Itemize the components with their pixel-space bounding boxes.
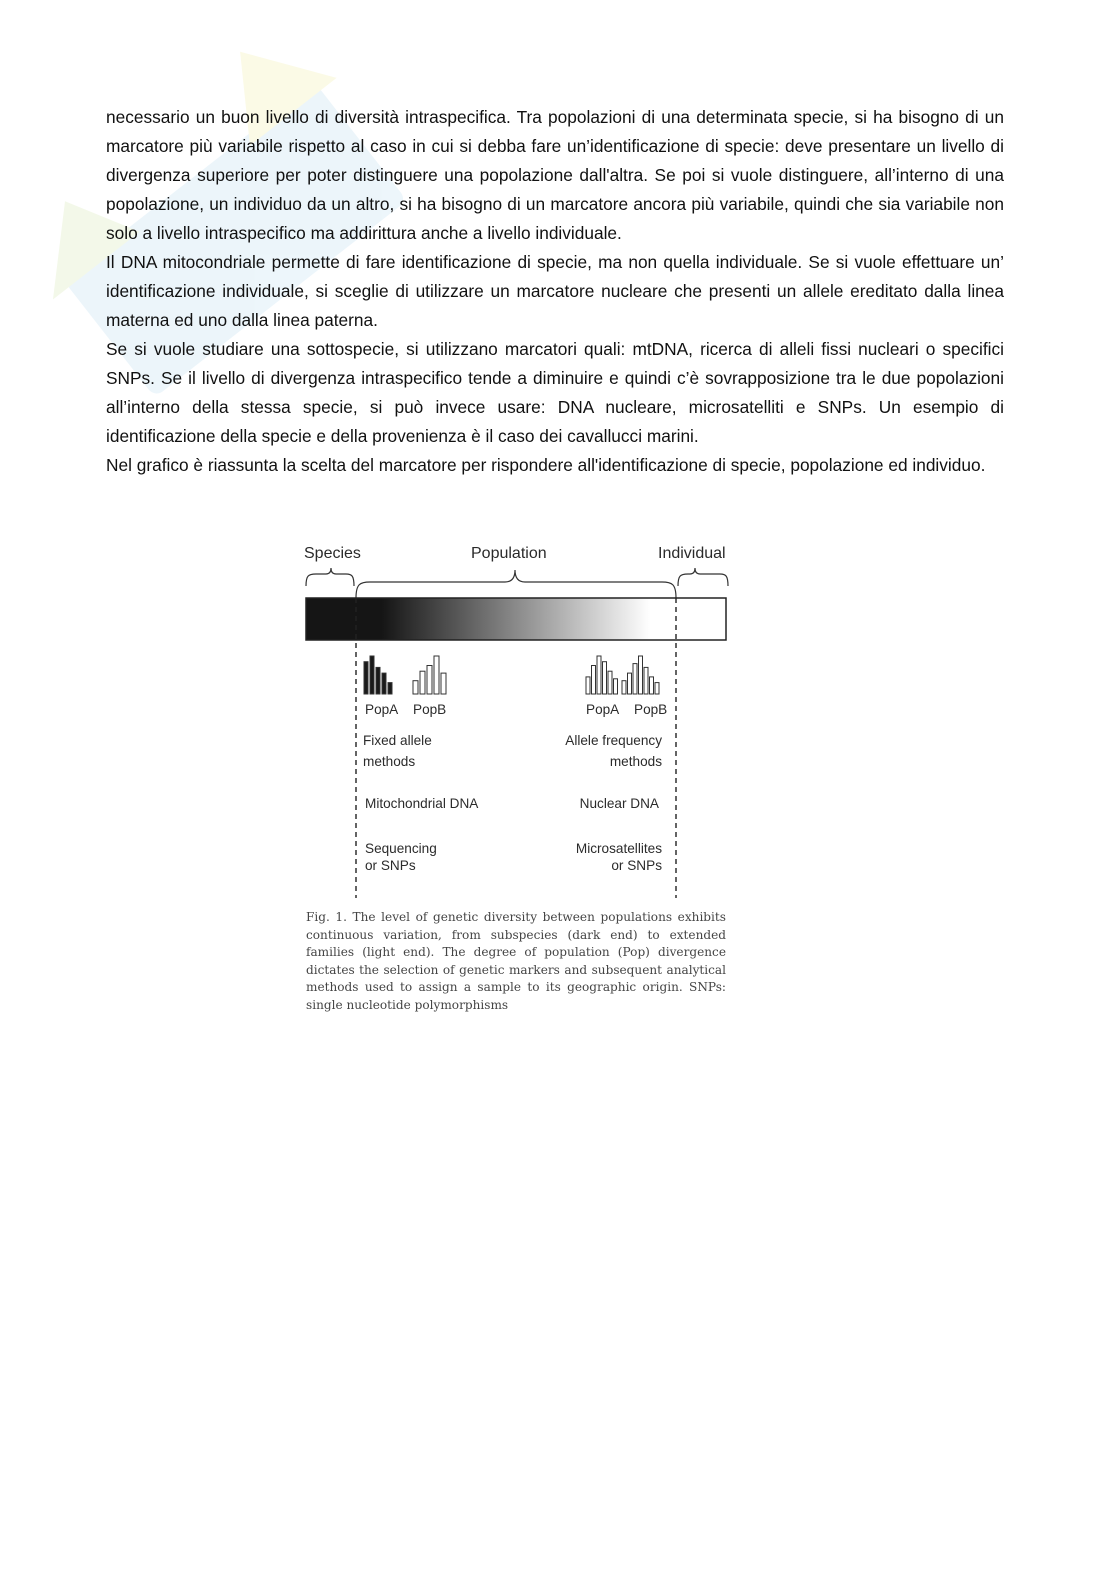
left-popB-bar (441, 673, 446, 694)
histogram-right-popA (586, 656, 618, 694)
left-technique-line2: or SNPs (365, 858, 416, 873)
left-popA-bar (364, 662, 368, 694)
left-marker-label: Mitochondrial DNA (365, 796, 479, 811)
right-popA-label: PopA (586, 702, 620, 717)
genetic-diversity-figure (300, 538, 740, 1023)
left-popA-bar (382, 673, 386, 694)
right-popB-label: PopB (634, 702, 668, 717)
right-popB-bar (628, 673, 632, 694)
document-body (106, 103, 1004, 480)
diversity-gradient-bar (306, 598, 726, 640)
left-popB-bar (413, 681, 418, 694)
right-method-line2: methods (609, 754, 662, 769)
right-popB-bar (639, 656, 643, 694)
figure-caption: Fig. 1. The level of genetic diversity between populations exhibits continuous variation, from subspecies (dark end) to extended families (light end). The degree of population (Pop) divergence dictates the selection of genetic markers and subsequent analytical methods used to assign a sample to its geographic origin. SNPs: single nucleotide polymorphisms (306, 910, 726, 1012)
paragraph: Nel grafico è riassunta la scelta del marcatore per rispondere all'identificazione di specie, popolazione ed individuo. (106, 455, 986, 475)
population-label: Population (471, 545, 547, 562)
right-technique-line2: or SNPs (611, 858, 662, 873)
left-popB-label: PopB (413, 702, 447, 717)
right-method-line1: Allele frequency (565, 733, 662, 748)
right-popB-bar (650, 677, 654, 694)
right-popB-bar (644, 667, 648, 694)
left-popA-label: PopA (365, 702, 399, 717)
right-popA-bar (597, 656, 601, 694)
right-popB-bar (655, 683, 659, 694)
left-popA-bar (376, 667, 380, 694)
right-popA-bar (586, 677, 590, 694)
right-popA-bar (603, 662, 607, 694)
left-method-line2: methods (363, 754, 416, 769)
left-popB-bar (420, 671, 425, 694)
population-brace (356, 570, 676, 598)
paragraph: necessario un buon livello di diversità intraspecifica. Tra popolazioni di una determinata specie, si ha bisogno di un marcatore più variabile rispetto al caso in cui si debba fare un’identificazione di specie: deve presentare un livello di divergenza superiore per poter distinguere una popolazione dall'altra. Se poi si vuole distinguere, all’interno di una popolazione, un individuo da un altro, si ha bisogno di un marcatore ancora più variabile, quindi che sia variabile non solo a livello intraspecifico ma addirittura anche a livello individuale. (106, 107, 1004, 243)
right-marker-label: Nuclear DNA (579, 796, 659, 811)
paragraph: Se si vuole studiare una sottospecie, si utilizzano marcatori quali: mtDNA, ricerca di alleli fissi nucleari o specifici SNPs. Se il livello di divergenza intraspecifico tende a diminuire e quindi c’è sovrapposizione tra le due popolazioni all’interno della stessa specie, si può invece usare: DNA nucleare, microsatelliti e SNPs. Un esempio di identificazione della specie e della provenienza è il caso dei cavallucci marini. (106, 339, 1004, 446)
left-popB-bar (434, 656, 439, 694)
left-popA-bar (370, 656, 374, 694)
right-technique-line1: Microsatellites (575, 841, 662, 856)
histogram-left-popA (364, 656, 392, 694)
left-technique-line1: Sequencing (365, 841, 437, 856)
right-popB-bar (622, 681, 626, 694)
left-popB-bar (427, 666, 432, 695)
right-popA-bar (614, 679, 618, 694)
species-brace (306, 568, 354, 586)
paragraph: Il DNA mitocondriale permette di fare identificazione di specie, ma non quella individuale. Se si vuole effettuare un’ identificazione individuale, si sceglie di utilizzare un marcatore nucleare che presenti un allele ereditato dalla linea materna ed uno dalla linea paterna. (106, 252, 1004, 330)
individual-brace (678, 568, 728, 586)
right-popA-bar (592, 666, 596, 695)
right-popA-bar (608, 671, 612, 694)
histogram-right-popB (622, 656, 659, 694)
individual-label: Individual (658, 545, 726, 562)
left-popA-bar (388, 683, 392, 694)
histogram-left-popB (413, 656, 446, 694)
species-label: Species (304, 545, 361, 562)
left-method-line1: Fixed allele (363, 733, 432, 748)
right-popB-bar (633, 664, 637, 694)
